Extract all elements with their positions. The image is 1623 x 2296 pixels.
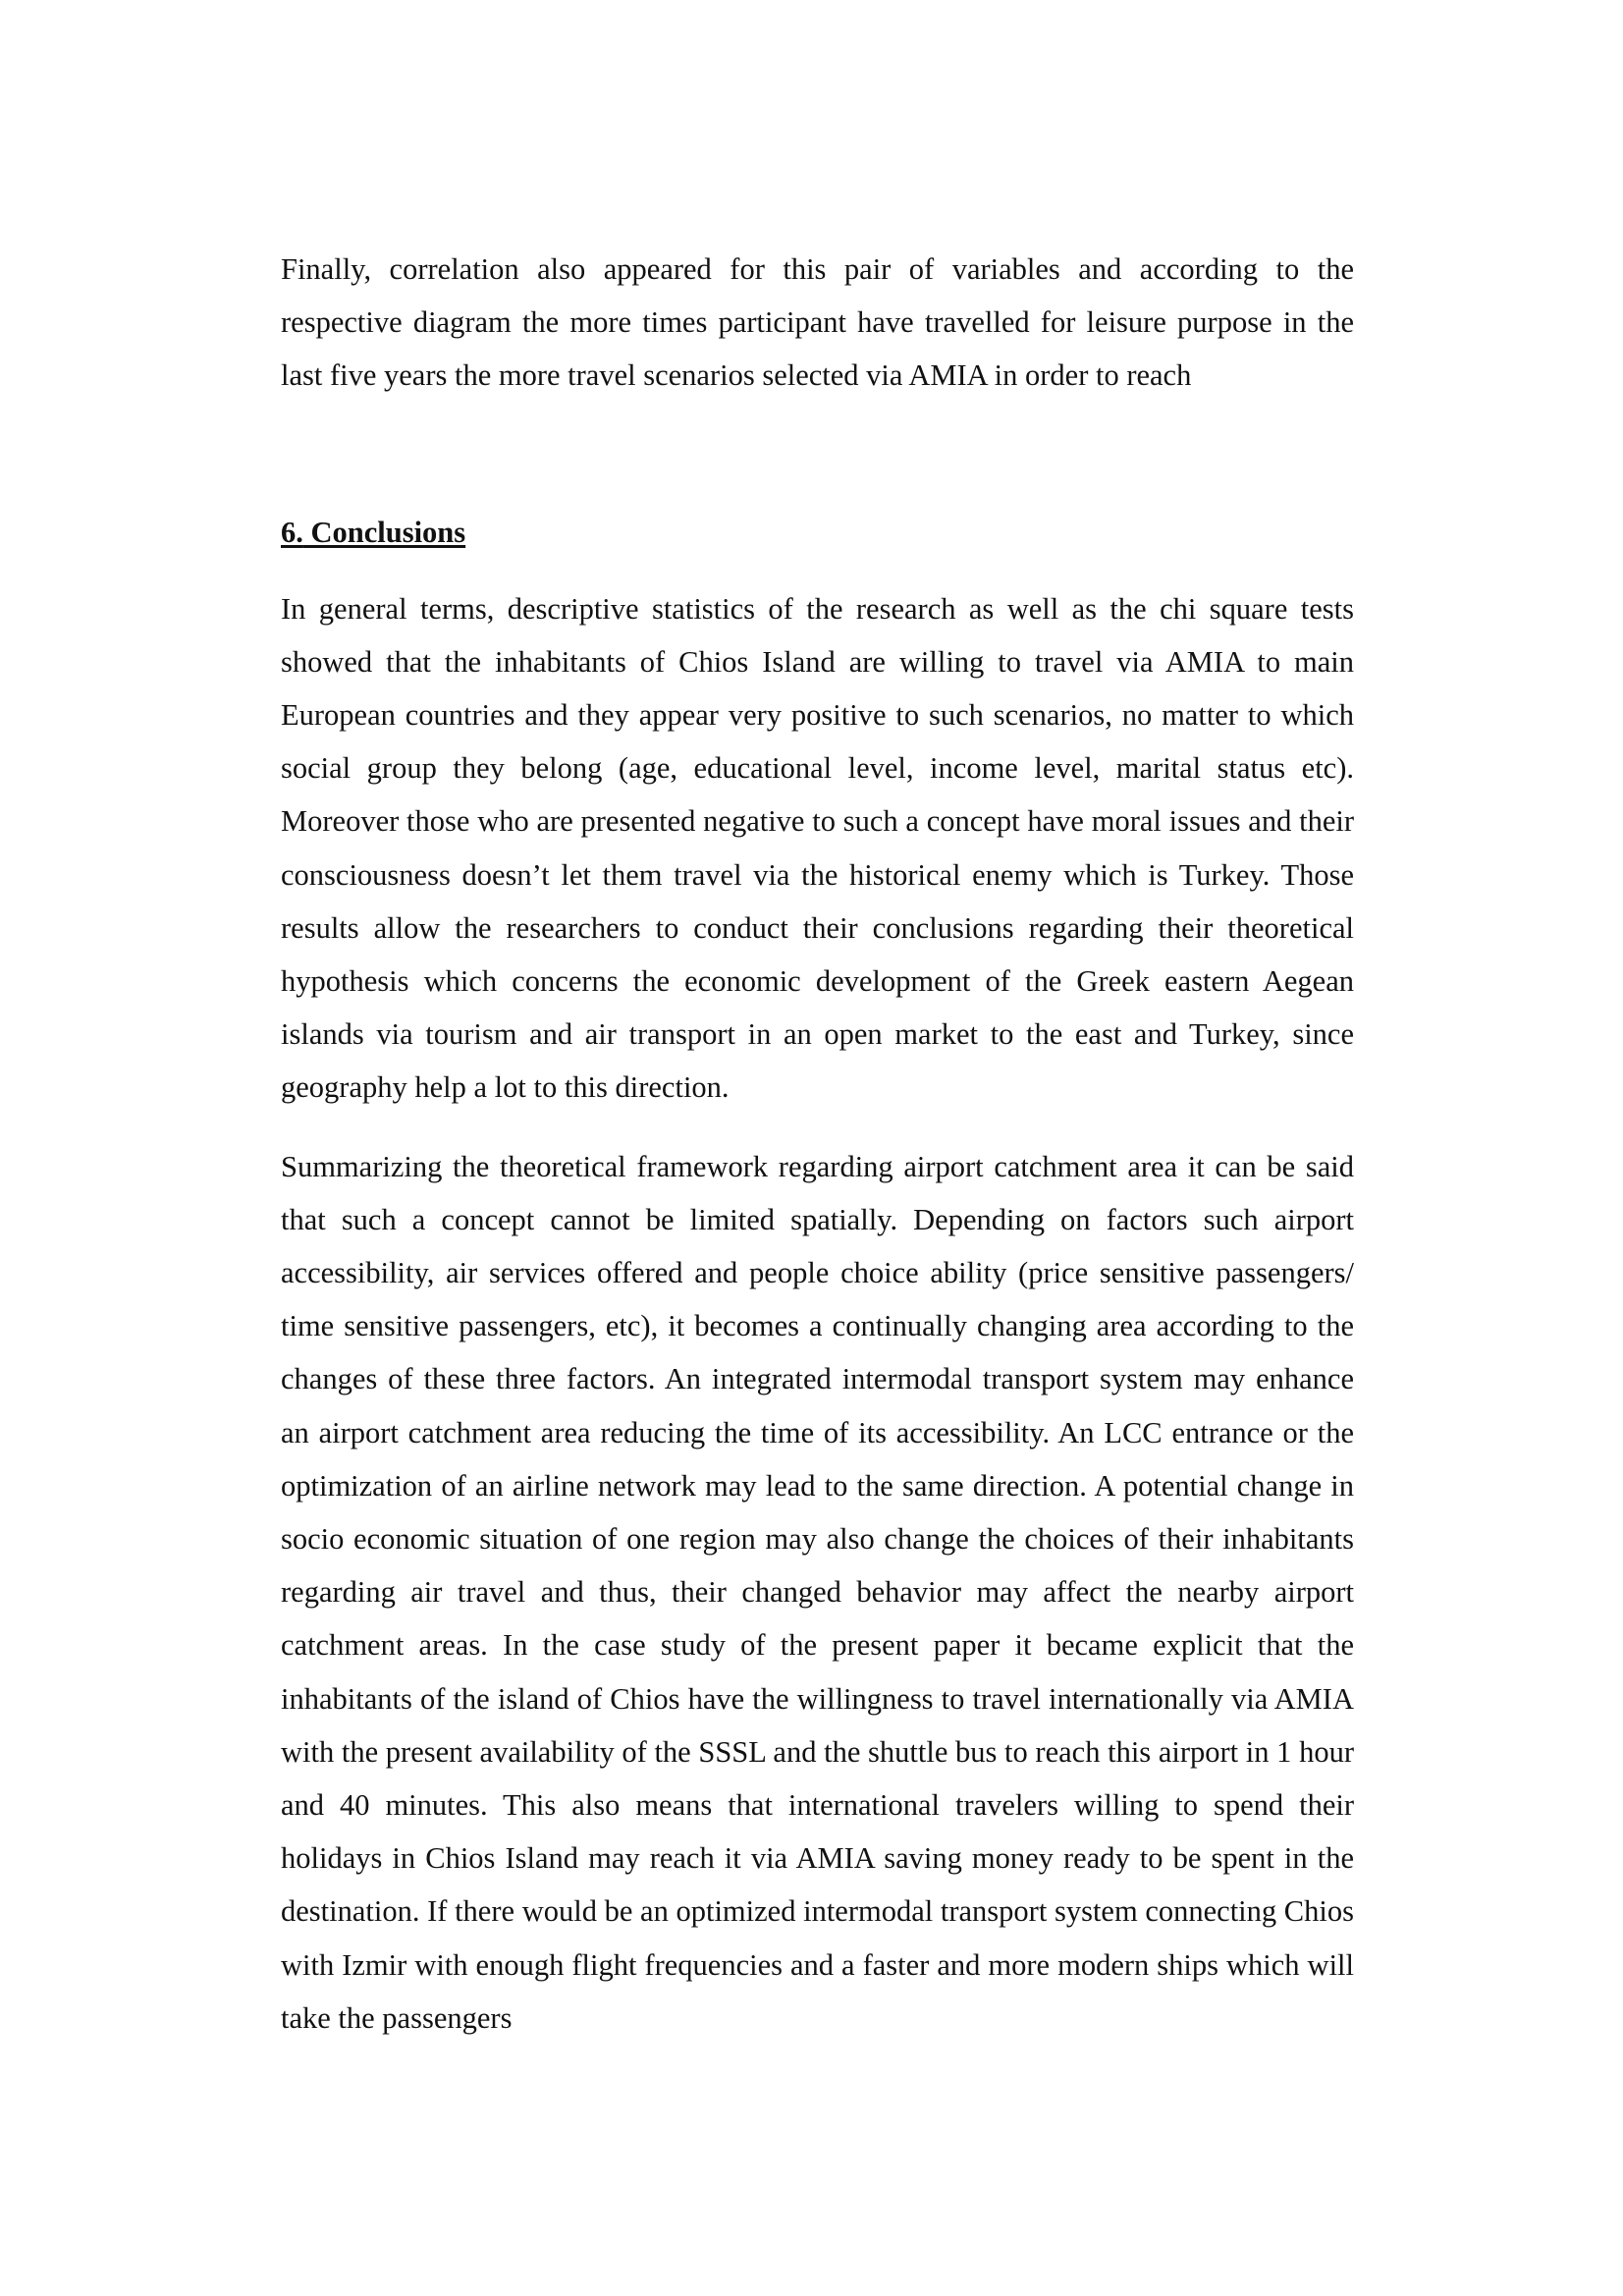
section-heading bbox=[281, 506, 1354, 559]
paragraph-conclusions-1: In general terms, descriptive statistics of the research as well as the chi square tests showed that the inhabitants of Chios Island are willing to travel via AMIA to main European countries and they appear very positive to such scenarios, no matter to which social group they belong (age, educational level, income level, marital status etc). Moreover those who are presented negative to such a concept have moral issues and their consciousness doesn’t let them travel via the historical enemy which is Turkey. Those results allow the researchers to conduct their conclusions regarding their theoretical hypothesis which concerns the economic development of the Greek eastern Aegean islands via tourism and air transport in an open market to the east and Turkey, since geography help a lot to this direction. bbox=[281, 591, 1354, 1105]
section-number: 6. bbox=[281, 515, 303, 549]
section-title: Conclusions bbox=[310, 515, 466, 549]
page-body bbox=[281, 243, 1354, 2045]
paragraph-conclusions-2: Summarizing the theoretical framework regarding airport catchment area it can be said that such a concept cannot be limited spatially. Depending on factors such airport accessibility, air services offered and people choice ability (price sensitive passengers/ time sensitive passengers, etc), it becomes a continually changing area according to the changes of these three factors. An integrated intermodal transport system may enhance an airport catchment area reducing the time of its accessibility. An LCC entrance or the optimization of an airline network may lead to the same direction. A potential change in socio economic situation of one region may also change the choices of their inhabitants regarding air travel and thus, their changed behavior may affect the nearby airport catchment areas. In the case study of the present paper it became explicit that the inhabitants of the island of Chios have the willingness to travel internationally via AMIA with the present availability of the SSSL and the shuttle bus to reach this airport in 1 hour and 40 minutes. This also means that international travelers willing to spend their holidays in Chios Island may reach it via AMIA saving money ready to be spent in the destination. If there would be an optimized intermodal transport system connecting Chios with Izmir with enough flight frequencies and a faster and more modern ships which will take the passengers bbox=[281, 1149, 1354, 2035]
paragraph-intro: Finally, correlation also appeared for this pair of variables and according to the respective diagram the more times participant have travelled for leisure purpose in the last five years the more travel scenarios selected via AMIA in order to reach bbox=[281, 252, 1354, 393]
